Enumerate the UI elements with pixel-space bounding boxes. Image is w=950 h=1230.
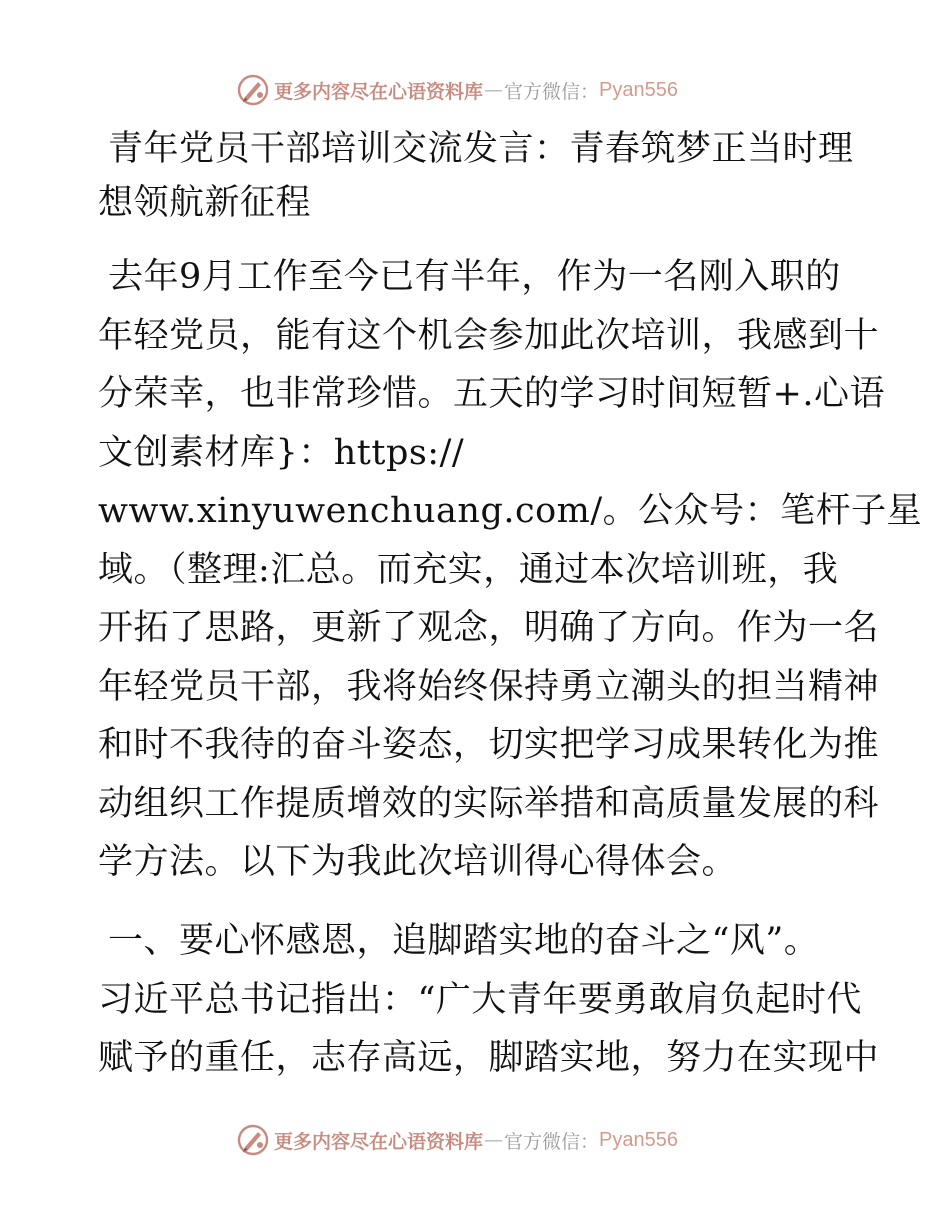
header-watermark (236, 72, 706, 108)
paragraph-line: 年轻党员，能有这个机会参加此次培训，我感到十 (98, 315, 880, 356)
title-line: 青年党员干部培训交流发言：青春筑梦正当时理 (108, 129, 854, 169)
paragraph-line: 文创素材库}：https:// (98, 432, 465, 473)
banner-wechat-label: 官方微信： (504, 80, 600, 103)
title-line: 想领航新征程 (98, 183, 312, 223)
paragraph-line: 学方法。以下为我此次培训得心得体会。 (98, 842, 738, 882)
banner-site-name: 更多内容尽在心语资料库 (274, 1130, 484, 1153)
paragraph-line: 习近平总书记指出：“广大青年要勇敢肩负起时代 (98, 979, 862, 1020)
paragraph-line: 赋予的重任，志存高远，脚踏实地，努力在实现中 (98, 1038, 880, 1078)
document-title (98, 122, 858, 230)
body-paragraph-intro (98, 248, 923, 892)
pen-logo-icon (236, 73, 270, 107)
banner-wechat-id: Pyan556 (599, 1128, 678, 1151)
banner-dash: — (484, 79, 504, 101)
paragraph-line: www.xinyuwenchuang.com/。公众号：笔杆子星 (98, 491, 923, 531)
paragraph-line: 和时不我待的奋斗姿态，切实把学习成果转化为推 (98, 725, 880, 765)
paragraph-line: 去年9月工作至今已有半年，作为一名刚入职的 (108, 257, 841, 297)
paragraph-line: 开拓了思路，更新了观念，明确了方向。作为一名 (98, 608, 880, 648)
banner-wechat-label: 官方微信： (504, 1130, 600, 1153)
banner-wechat-id: Pyan556 (599, 78, 678, 101)
banner-dash: — (484, 1129, 504, 1151)
section-heading-line: 一、要心怀感恩，追脚踏实地的奋斗之“风”。 (108, 921, 820, 961)
paragraph-line: 域。（整理:汇总。而充实，通过本次培训班，我 (98, 549, 839, 590)
paragraph-line: 年轻党员干部，我将始终保持勇立潮头的担当精神 (98, 666, 880, 707)
pen-logo-icon (236, 1123, 270, 1157)
banner-site-name: 更多内容尽在心语资料库 (274, 80, 484, 103)
paragraph-line: 分荣幸，也非常珍惜。五天的学习时间短暂+.心语 (98, 374, 885, 414)
footer-watermark (236, 1122, 706, 1158)
body-paragraph-section-one (98, 912, 880, 1088)
paragraph-line: 动组织工作提质增效的实际举措和高质量发展的科 (98, 783, 880, 824)
